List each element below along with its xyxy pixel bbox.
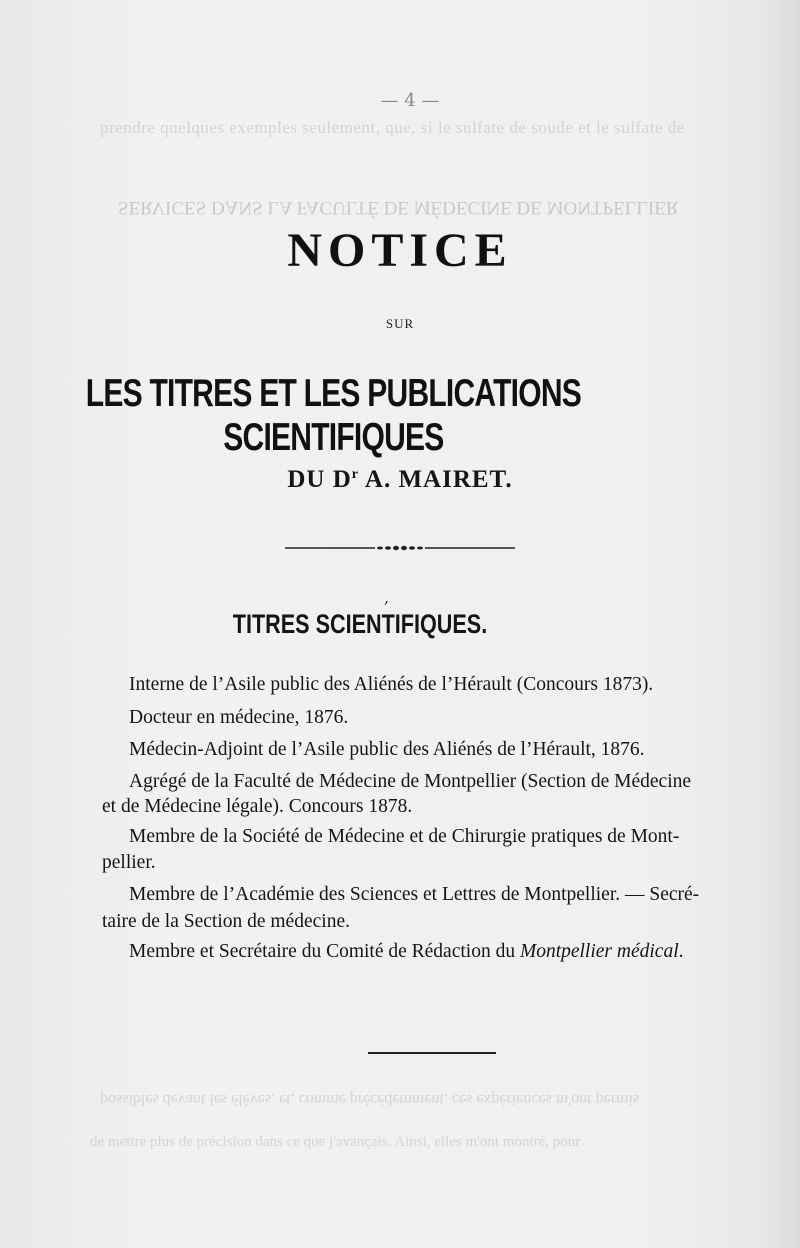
entry-line: Membre de l’Académie des Sciences et Lettres de Montpellier. — Secré- (129, 884, 700, 905)
entry-line: pellier. (102, 852, 156, 873)
author-line (0, 466, 800, 494)
notice-heading: NOTICE (287, 224, 513, 277)
author-prefix: DU D (287, 466, 352, 493)
closing-rule (368, 1052, 496, 1054)
entry-text: Membre et Secrétaire du Comité de Rédaction du (129, 941, 520, 962)
entry-line: Agrégé de la Faculté de Médecine de Montpellier (Section de Médecine (129, 771, 692, 792)
stray-mark: , (384, 588, 390, 607)
section-title: TITRES SCIENTIFIQUES. (232, 609, 488, 639)
main-title: LES TITRES ET LES PUBLICATIONS SCIENTIFIQUES (85, 372, 582, 459)
page-number: — 4 — (380, 90, 440, 111)
author-name: A. MAIRET. (359, 466, 513, 493)
entry-line: Docteur en médecine, 1876. (129, 707, 349, 728)
author-title-sup: r (351, 467, 360, 482)
entry-line: Interne de l’Asile public des Aliénés de l’Hérault (Concours 1873). (129, 674, 654, 695)
entry-line: et de Médecine légale). Concours 1878. (102, 796, 413, 817)
sur-label: SUR (385, 316, 415, 331)
show-through-text: SERVICES DANS LA FACULTÉ DE MÉDECINE DE MONTPELLIER (118, 197, 679, 218)
show-through-text: possibles devant les élèves, et, comme précédemment, ces expériences m'ont permis (100, 1091, 640, 1108)
entry-line (129, 938, 684, 965)
entry-line: taire de la Section de médecine. (102, 911, 350, 932)
journal-title: Montpellier médical (519, 941, 679, 962)
show-through-text: prendre quelques exemples seulement, que, si le sulfate de soude et le sulfate de (100, 118, 685, 137)
entry-line: Membre de la Société de Médecine et de Chirurgie pratiques de Mont- (129, 826, 680, 847)
show-through-text: de mettre plus de précision dans ce que j'avançais. Ainsi, elles m'ont montré, pour (90, 1134, 581, 1150)
entry-punctuation: . (678, 941, 684, 962)
ornamental-rule (285, 545, 515, 551)
entry-line: Médecin-Adjoint de l’Asile public des Aliénés de l’Hérault, 1876. (129, 739, 645, 760)
page-edge-shadow (760, 0, 800, 1248)
